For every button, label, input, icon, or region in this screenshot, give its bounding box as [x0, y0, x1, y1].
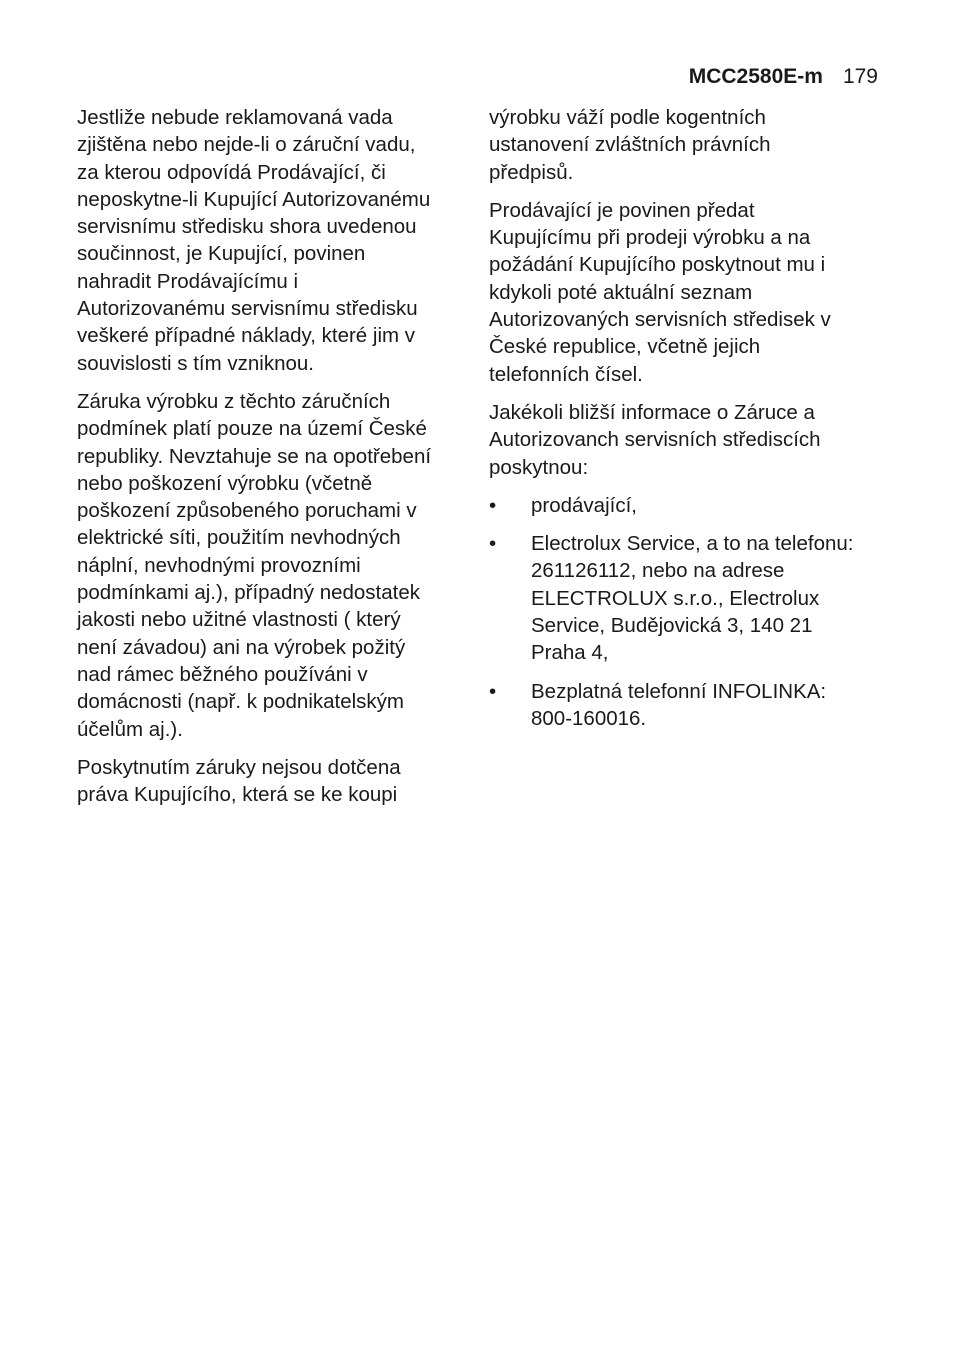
paragraph: výrobku váží podle kogentních ustanovení zvláštních právních předpisů.: [489, 106, 771, 184]
bullet-icon: •: [489, 532, 497, 556]
contact-list: [489, 492, 889, 732]
list-item-text: prodávající,: [531, 493, 637, 517]
paragraph: Záruka výrobku z těchto záručních podmínek platí pouze na území České republiky. Nevztahuje se na opotřebení nebo poškození výrobku (včetně poškození způsobeného poruchami v elektrické síti, použitím nevhodných náplní, nevhodnými provozními podmínkami aj.), případný nedostatek jakosti nebo užitné vlastnosti ( který není závadou) ani na výrobek požitý nad rámec běžného používáni v domácnosti (např. k podnikatelským účelům aj.).: [77, 389, 432, 741]
list-item-text: Electrolux Service, a to na telefonu: 261126112, nebo na adrese ELECTROLUX s.r.o., Electrolux Service, Budějovická 3, 140 21 Praha 4,: [531, 532, 854, 665]
bullet-icon: •: [489, 679, 497, 703]
list-item: [489, 492, 889, 519]
list-item: [489, 530, 889, 666]
paragraph: Jestliže nebude reklamovaná vada zjištěna nebo nejde-li o záruční vadu, za kterou odpovídá Prodávající, či neposkytne-li Kupující Autorizovanému servisnímu středisku shora uvedenou součinnost, je Kupující, povinen nahradit Prodávajícímu i Autorizovanému servisnímu středisku veškeré případné náklady, které jim v souvislosti s tím vzniknou.: [77, 106, 431, 375]
right-column: [489, 104, 889, 743]
model-number: MCC2580E-m: [688, 65, 823, 88]
bullet-icon: •: [489, 493, 497, 517]
paragraph: Poskytnutím záruky nejsou dotčena práva Kupujícího, která se ke koupi: [77, 755, 401, 807]
list-item: [489, 678, 889, 733]
page-number: 179: [842, 65, 878, 88]
page-header: [689, 64, 878, 90]
paragraph: Jakékoli bližší informace o Záruce a Autorizovanch servisních střediscích poskytnou:: [489, 400, 821, 479]
left-column: [77, 104, 469, 819]
list-item-text: Bezplatná telefonní INFOLINKA: 800-160016.: [531, 679, 827, 730]
paragraph: Prodávající je povinen předat Kupujícímu při prodeji výrobku a na požádání Kupujícího poskytnout mu i kdykoli poté aktuální seznam Autorizovaných servisních středisek v České republice, včetně jejich telefonních čísel.: [489, 198, 831, 386]
